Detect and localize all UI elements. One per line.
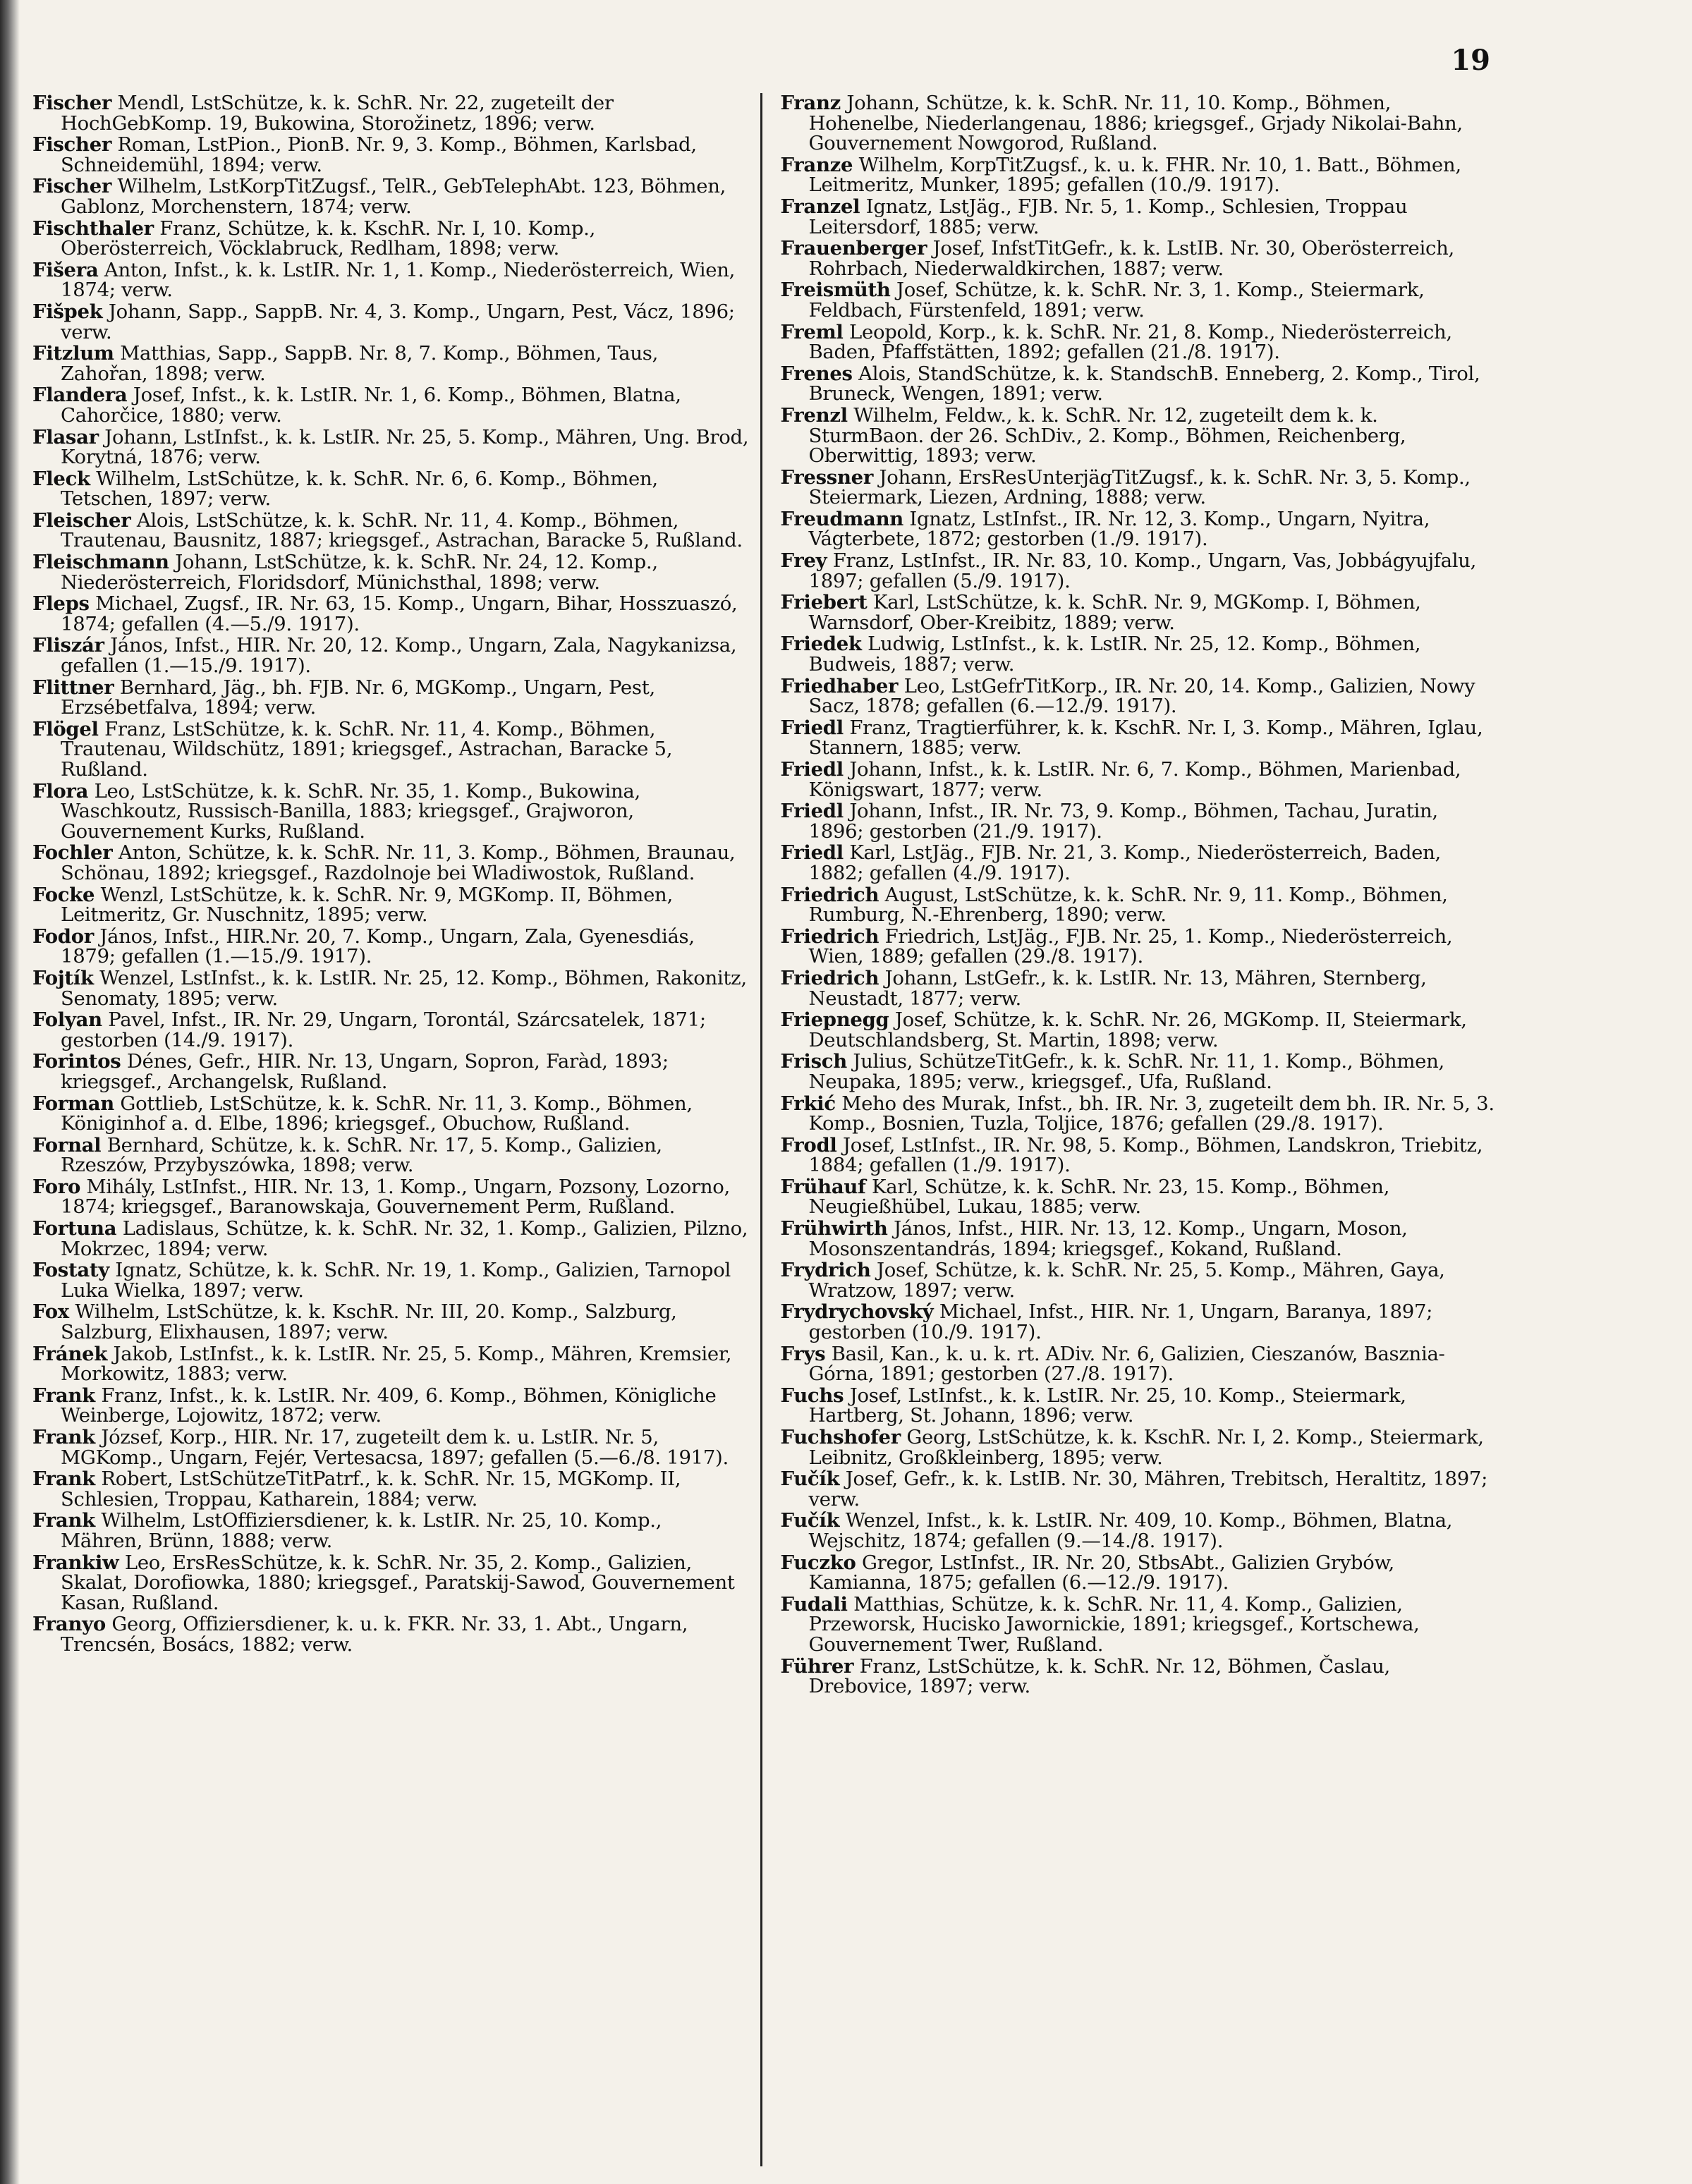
list-item (32, 635, 749, 676)
entry-details: Leo, LstGefrTitKorp., IR. Nr. 20, 14. Komp., Galizien, Nowy Sacz, 1878; gefallen (6.—12./9. 1917). (808, 674, 1475, 718)
entry-surname: Franzel (780, 195, 860, 218)
list-item (32, 719, 749, 780)
list-item (781, 1010, 1497, 1050)
list-item (781, 322, 1497, 362)
entry-details: Johann, Sapp., SappB. Nr. 4, 3. Komp., Ungarn, Pest, Vácz, 1896; verw. (61, 300, 735, 343)
entry-surname: Friedl (780, 800, 844, 823)
entry-details: Wilhelm, LstSchütze, k. k. SchR. Nr. 6, 6. Komp., Böhmen, Tetschen, 1897; verw. (61, 467, 658, 511)
entry-details: Michael, Zugsf., IR. Nr. 63, 15. Komp., Ungarn, Bihar, Hosszuaszó, 1874; gefallen (4.—5./9. 1917). (61, 592, 738, 635)
entry-surname: Friedl (780, 716, 844, 739)
list-item (32, 843, 749, 883)
entry-surname: Fučík (780, 1509, 840, 1532)
entry-columns (24, 93, 1505, 2166)
list-item (32, 1094, 749, 1134)
list-item (32, 1051, 749, 1092)
entry-surname: Friedrich (780, 966, 880, 989)
entry-surname: Friedrich (780, 883, 880, 906)
entry-surname: Freismüth (780, 279, 891, 302)
list-item (781, 676, 1497, 716)
entry-surname: Fischthaler (32, 216, 154, 240)
list-item (781, 238, 1497, 279)
entry-details: Josef, Gefr., k. k. LstIB. Nr. 30, Mähren, Trebitsch, Heraltitz, 1897; verw. (808, 1468, 1488, 1511)
list-item (32, 469, 749, 509)
list-item (781, 509, 1497, 549)
entry-surname: Fleischmann (32, 551, 169, 574)
list-item (781, 280, 1497, 320)
list-item (781, 1469, 1497, 1509)
list-item (781, 405, 1497, 466)
entry-details: Gottlieb, LstSchütze, k. k. SchR. Nr. 11, 3. Komp., Böhmen, Königinhof a. d. Elbe, 1896; kriegsgef., Obuchow, Rußland. (61, 1092, 693, 1135)
list-item (781, 885, 1497, 925)
entry-details: Ignatz, LstJäg., FJB. Nr. 5, 1. Komp., Schlesien, Troppau Leitersdorf, 1885; verw. (808, 195, 1408, 238)
list-item (32, 1614, 749, 1654)
entry-surname: Frank (32, 1384, 95, 1407)
entry-surname: Friedhaber (780, 674, 899, 697)
entry-surname: Frydrychovský (780, 1300, 934, 1324)
list-item (781, 1177, 1497, 1217)
list-item (781, 592, 1497, 633)
entry-surname: Frauenberger (780, 237, 927, 260)
entry-surname: Fránek (32, 1342, 108, 1365)
page-number: 19 (1451, 44, 1490, 77)
entry-surname: Friepnegg (780, 1008, 889, 1032)
entry-details: Karl, Schütze, k. k. SchR. Nr. 23, 15. Komp., Böhmen, Neugießhübel, Lukau, 1885; verw. (808, 1175, 1390, 1219)
list-item (32, 1511, 749, 1551)
entry-surname: Flittner (32, 676, 114, 699)
entry-details: Ludwig, LstInfst., k. k. LstIR. Nr. 25, 12. Komp., Böhmen, Budweis, 1887; verw. (808, 633, 1421, 676)
entry-surname: Fitzlum (32, 342, 114, 365)
entry-surname: Fochler (32, 841, 113, 865)
list-item (32, 927, 749, 967)
list-item (32, 1260, 749, 1300)
list-item (781, 1344, 1497, 1384)
list-item (781, 1594, 1497, 1655)
entry-surname: Frey (780, 549, 827, 573)
entry-surname: Franz (780, 93, 841, 114)
entry-details: Johann, Infst., k. k. LstIR. Nr. 6, 7. Komp., Böhmen, Marienbad, Königswart, 1877; verw. (808, 758, 1461, 801)
entry-details: Franz, LstSchütze, k. k. SchR. Nr. 11, 4. Komp., Böhmen, Trautenau, Wildschütz, 1891; kriegsgef., Astrachan, Baracke 5, Rußland. (61, 717, 673, 781)
list-item (32, 1469, 749, 1509)
list-item (32, 1010, 749, 1050)
list-item (32, 216, 749, 260)
entry-details: Wilhelm, KorpTitZugsf., k. u. k. FHR. Nr. 10, 1. Batt., Böhmen, Leitmeritz, Munker, 1895; gefallen (10./9. 1917). (808, 153, 1461, 197)
entry-surname: Führer (780, 1654, 854, 1678)
entry-details: Wenzel, LstInfst., k. k. LstIR. Nr. 25, 12. Komp., Böhmen, Rakonitz, Senomaty, 1895; verw. (61, 966, 747, 1010)
list-item (780, 1654, 1497, 1698)
list-item (781, 1427, 1497, 1468)
entry-surname: Franyo (32, 1613, 106, 1636)
entry-details: Jakob, LstInfst., k. k. LstIR. Nr. 25, 5. Komp., Mähren, Kremsier, Morkowitz, 1883; verw. (61, 1342, 732, 1386)
entry-details: Mendl, LstSchütze, k. k. SchR. Nr. 22, zugeteilt der HochGebKomp. 19, Bukowina, Storožinetz, 1896; verw. (61, 93, 614, 135)
entry-surname: Fornal (32, 1133, 102, 1157)
entry-details: János, Infst., HIR.Nr. 20, 7. Komp., Ungarn, Zala, Gyenesdiás, 1879; gefallen (1.—15./9. 1917). (61, 925, 695, 968)
entry-details: Josef, LstInfst., IR. Nr. 98, 5. Komp., Böhmen, Landskron, Triebitz, 1884; gefallen (1./9. 1917). (808, 1133, 1483, 1177)
list-item (32, 1219, 749, 1259)
entry-surname: Fox (32, 1300, 69, 1324)
entry-surname: Frühauf (780, 1175, 866, 1198)
entry-surname: Fressner (780, 465, 874, 489)
entry-details: Johann, Infst., IR. Nr. 73, 9. Komp., Böhmen, Tachau, Juratin, 1896; gestorben (21./9. 1917). (808, 800, 1438, 843)
list-item (32, 135, 749, 175)
entry-surname: Fleischer (32, 508, 131, 532)
right-column (762, 93, 1506, 2166)
entry-surname: Flögel (32, 717, 99, 740)
entry-details: Basil, Kan., k. u. k. rt. ADiv. Nr. 6, Galizien, Cieszanów, Basznia-Górna, 1891; gestorben (27./8. 1917). (808, 1342, 1445, 1386)
entry-surname: Fischer (32, 175, 112, 198)
list-item (32, 678, 749, 718)
entry-details: Julius, SchützeTitGefr., k. k. SchR. Nr. 11, 1. Komp., Böhmen, Neupaka, 1895; verw., kriegsgef., Ufa, Rußland. (808, 1050, 1444, 1093)
entry-surname: Flandera (32, 384, 128, 407)
entry-details: Mihály, LstInfst., HIR. Nr. 13, 1. Komp., Ungarn, Pozsony, Lozorno, 1874; kriegsgef., Baranowskaja, Gouvernement Perm, Rußland. (61, 1175, 730, 1219)
entry-details: Ignatz, Schütze, k. k. SchR. Nr. 19, 1. Komp., Galizien, Tarnopol Luka Wielka, 1897; verw. (61, 1259, 731, 1302)
entry-details: János, Infst., HIR. Nr. 13, 12. Komp., Ungarn, Moson, Mosonszentandrás, 1894; kriegsgef., Kokand, Rußland. (808, 1217, 1408, 1260)
list-item (32, 1427, 749, 1468)
list-item (32, 385, 749, 425)
list-item (781, 155, 1497, 195)
list-item (32, 1177, 749, 1217)
entry-details: Josef, Infst., k. k. LstIR. Nr. 1, 6. Komp., Böhmen, Blatna, Cahorčice, 1880; verw. (61, 384, 681, 427)
entry-details: Josef, LstInfst., k. k. LstIR. Nr. 25, 10. Komp., Steiermark, Hartberg, St. Johann, 1896; verw. (808, 1384, 1406, 1427)
entry-surname: Fischer (32, 93, 112, 114)
entry-details: Alois, LstSchütze, k. k. SchR. Nr. 11, 4. Komp., Böhmen, Trautenau, Bausnitz, 1887; kriegsgef., Astrachan, Baracke 5, Rußland. (61, 508, 743, 552)
entry-details: Anton, Schütze, k. k. SchR. Nr. 11, 3. Komp., Böhmen, Braunau, Schönau, 1892; kriegsgef., Razdolnoje bei Wladiwostok, Rußland. (61, 841, 736, 884)
entry-details: August, LstSchütze, k. k. SchR. Nr. 9, 11. Komp., Böhmen, Rumburg, N.-Ehrenberg, 1890; verw. (808, 883, 1448, 927)
list-item (32, 93, 749, 133)
list-item (32, 343, 749, 384)
list-item (32, 885, 749, 925)
left-column (24, 93, 762, 2166)
list-item (32, 552, 749, 592)
entry-surname: Frenzl (780, 403, 848, 427)
list-item (781, 718, 1497, 758)
list-item (781, 1386, 1497, 1426)
list-item (32, 1344, 749, 1384)
entry-surname: Folyan (32, 1008, 102, 1032)
entry-surname: Fleck (32, 467, 90, 490)
entry-details: Josef, Schütze, k. k. SchR. Nr. 25, 5. Komp., Mähren, Gaya, Wratzow, 1897; verw. (808, 1259, 1445, 1302)
entry-details: Leo, ErsResSchütze, k. k. SchR. Nr. 35, 2. Komp., Galizien, Skalat, Dorofiowka, 1880; kriegsgef., Paratskij-Sawod, Gouvernement Kasan, Rußland. (61, 1551, 735, 1614)
entry-surname: Frenes (780, 362, 853, 385)
entry-details: Franz, Tragtierführer, k. k. KschR. Nr. I, 3. Komp., Mähren, Iglau, Stannern, 1885; verw. (808, 716, 1483, 759)
entry-surname: Foro (32, 1175, 80, 1198)
list-item (781, 1553, 1497, 1593)
entry-surname: Frisch (780, 1050, 847, 1073)
list-item (32, 968, 749, 1008)
entry-surname: Fostaty (32, 1259, 109, 1282)
entry-details: Meho des Murak, Infst., bh. IR. Nr. 3, zugeteilt dem bh. IR. Nr. 5, 3. Komp., Bosnien, Tuzla, Toljice, 1876; gefallen (29./8. 1917). (808, 1092, 1495, 1135)
entry-details: Matthias, Schütze, k. k. SchR. Nr. 11, 4. Komp., Galizien, Przeworsk, Hucisko Jawornickie, 1891; kriegsgef., Kortschewa, Gouvernement Twer, Rußland. (808, 1592, 1420, 1656)
list-item (32, 1302, 749, 1342)
entry-details: Bernhard, Schütze, k. k. SchR. Nr. 17, 5. Komp., Galizien, Rzeszów, Przybyszówka, 1898; verw. (61, 1133, 662, 1177)
entry-surname: Fliszár (32, 634, 104, 657)
entry-surname: Friebert (780, 591, 868, 614)
entry-details: Wilhelm, LstKorpTitZugsf., TelR., GebTelephAbt. 123, Böhmen, Gablonz, Morchenstern, 1874; verw. (61, 175, 726, 218)
list-item (32, 594, 749, 634)
entry-surname: Frydrich (780, 1259, 871, 1282)
list-item (781, 927, 1497, 967)
entry-surname: Friedrich (780, 925, 880, 948)
entry-details: Johann, LstGefr., k. k. LstIR. Nr. 13, Mähren, Sternberg, Neustadt, 1877; verw. (808, 966, 1427, 1010)
entry-details: Franz, LstSchütze, k. k. SchR. Nr. 12, Böhmen, Časlau, Drebovice, 1897; verw. (808, 1654, 1390, 1698)
entry-surname: Frank (32, 1468, 95, 1491)
entry-details: Johann, ErsResUnterjägTitZugsf., k. k. SchR. Nr. 3, 5. Komp., Steiermark, Liezen, Ardning, 1888; verw. (808, 465, 1471, 509)
list-item (781, 1302, 1497, 1342)
entry-surname: Frkić (780, 1092, 836, 1115)
entry-surname: Fuchshofer (780, 1426, 901, 1448)
entry-details: Wilhelm, LstSchütze, k. k. KschR. Nr. III, 20. Komp., Salzburg, Salzburg, Elixhausen, 1897; verw. (61, 1300, 677, 1344)
list-item (781, 364, 1497, 404)
entry-details: Matthias, Sapp., SappB. Nr. 8, 7. Komp., Böhmen, Taus, Zahořan, 1898; verw. (61, 342, 659, 385)
entry-details: Franz, Schütze, k. k. KschR. Nr. I, 10. Komp., Oberösterreich, Vöcklabruck, Redlham, 1898; verw. (61, 216, 596, 260)
entry-details: Roman, LstPion., PionB. Nr. 9, 3. Komp., Böhmen, Karlsbad, Schneidemühl, 1894; verw. (61, 133, 697, 176)
list-item (781, 551, 1497, 591)
entry-details: Pavel, Infst., IR. Nr. 29, Ungarn, Torontál, Szárcsatelek, 1871; gestorben (14./9. 1917). (61, 1008, 706, 1051)
entry-details: Gregor, LstInfst., IR. Nr. 20, StbsAbt., Galizien Grybów, Kamianna, 1875; gefallen (6.—12./9. 1917). (808, 1551, 1394, 1594)
list-item (781, 197, 1497, 237)
entry-details: Friedrich, LstJäg., FJB. Nr. 25, 1. Komp., Niederösterreich, Wien, 1889; gefallen (29./8. 1917). (808, 925, 1453, 968)
entry-surname: Forman (32, 1092, 114, 1115)
list-item (32, 508, 749, 552)
entry-surname: Fudali (780, 1592, 848, 1616)
entry-surname: Freudmann (780, 507, 903, 530)
entry-details: József, Korp., HIR. Nr. 17, zugeteilt dem k. u. LstIR. Nr. 5, MGKomp., Ungarn, Fejér, Vertesacsa, 1897; gefallen (5.—6./8. 1917). (61, 1426, 729, 1469)
entry-surname: Fortuna (32, 1217, 117, 1240)
entry-surname: Friedl (780, 841, 844, 865)
entry-details: Georg, Offiziersdiener, k. u. k. FKR. Nr. 33, 1. Abt., Ungarn, Trencsén, Bosács, 1882; verw. (61, 1613, 688, 1656)
entry-details: Josef, Schütze, k. k. SchR. Nr. 3, 1. Komp., Steiermark, Feldbach, Fürstenfeld, 1891; verw. (808, 279, 1425, 322)
list-item (32, 1135, 749, 1176)
entry-surname: Frank (32, 1509, 95, 1532)
entry-details: Wenzl, LstSchütze, k. k. SchR. Nr. 9, MGKomp. II, Böhmen, Leitmeritz, Gr. Nuschnitz, 1895; verw. (61, 883, 673, 927)
entry-details: Wilhelm, LstOffiziersdiener, k. k. LstIR. Nr. 25, 10. Komp., Mähren, Brünn, 1888; verw. (61, 1509, 662, 1552)
entry-details: Georg, LstSchütze, k. k. KschR. Nr. I, 2. Komp., Steiermark, Leibnitz, Großkleinberg, 1895; verw. (808, 1426, 1484, 1469)
list-item (781, 634, 1497, 674)
list-item (781, 1219, 1497, 1259)
entry-details: Johann, LstInfst., k. k. LstIR. Nr. 25, 5. Komp., Mähren, Ung. Brod, Korytná, 1876; verw. (61, 425, 749, 469)
entry-details: Wenzel, Infst., k. k. LstIR. Nr. 409, 10. Komp., Böhmen, Blatna, Wejschitz, 1874; gefallen (9.—14./8. 1917). (808, 1509, 1453, 1552)
entry-details: Karl, LstJäg., FJB. Nr. 21, 3. Komp., Niederösterreich, Baden, 1882; gefallen (4./9. 1917). (808, 841, 1441, 884)
entry-surname: Freml (780, 320, 844, 343)
list-item (781, 759, 1497, 800)
entry-surname: Focke (32, 883, 95, 906)
entry-surname: Frühwirth (780, 1217, 888, 1240)
entry-surname: Flora (32, 779, 89, 803)
entry-surname: Fleps (32, 592, 90, 616)
list-item (781, 1511, 1497, 1551)
list-item (781, 1260, 1497, 1300)
entry-details: Dénes, Gefr., HIR. Nr. 13, Ungarn, Sopron, Faràd, 1893; kriegsgef., Archangelsk, Rußland. (61, 1050, 669, 1093)
entry-details: Johann, Schütze, k. k. SchR. Nr. 11, 10. Komp., Böhmen, Hohenelbe, Niederlangenau, 1886; kriegsgef., Grjady Nikolai-Bahn, Gouvernement Nowgorod, Rußland. (808, 93, 1463, 155)
entry-surname: Forintos (32, 1050, 121, 1073)
list-item (781, 843, 1497, 883)
entry-surname: Frankiw (32, 1551, 119, 1574)
list-item (32, 427, 749, 468)
list-item (32, 781, 749, 842)
list-item (32, 260, 749, 300)
entry-details: Anton, Infst., k. k. LstIR. Nr. 1, 1. Komp., Niederösterreich, Wien, 1874; verw. (61, 258, 736, 302)
entry-details: János, Infst., HIR. Nr. 20, 12. Komp., Ungarn, Zala, Nagykanizsa, gefallen (1.—15./9. 1917). (61, 634, 737, 678)
entry-surname: Fuchs (780, 1384, 844, 1407)
list-item (780, 465, 1497, 509)
entry-details: Franz, Infst., k. k. LstIR. Nr. 409, 6. Komp., Böhmen, Königliche Weinberge, Lojowitz, 1872; verw. (61, 1384, 717, 1427)
list-item (32, 302, 749, 342)
entry-details: Karl, LstSchütze, k. k. SchR. Nr. 9, MGKomp. I, Böhmen, Warnsdorf, Ober-Kreibitz, 1889; verw. (808, 591, 1421, 634)
list-item (32, 176, 749, 216)
entry-details: Leo, LstSchütze, k. k. SchR. Nr. 35, 1. Komp., Bukowina, Waschkoutz, Russisch-Banilla, 1883; kriegsgef., Grajworon, Gouvernement Kurks, Rußland. (61, 779, 640, 843)
entry-surname: Fischer (32, 133, 112, 157)
entry-surname: Friedek (780, 633, 862, 656)
binding-shadow (0, 0, 20, 2184)
entry-surname: Fišpek (32, 300, 103, 323)
entry-surname: Fišera (32, 258, 99, 281)
entry-surname: Fuczko (780, 1551, 856, 1574)
list-item (32, 1386, 749, 1426)
entry-details: Josef, Schütze, k. k. SchR. Nr. 26, MGKomp. II, Steiermark, Deutschlandsberg, St. Martin, 1898; verw. (808, 1008, 1467, 1051)
entry-surname: Fojtík (32, 966, 94, 989)
entry-surname: Fodor (32, 925, 94, 948)
entry-details: Robert, LstSchützeTitPatrf., k. k. SchR. Nr. 15, MGKomp. II, Schlesien, Troppau, Katharein, 1884; verw. (61, 1468, 681, 1511)
entry-details: Alois, StandSchütze, k. k. StandschB. Enneberg, 2. Komp., Tirol, Bruneck, Wengen, 1891; verw. (808, 362, 1480, 405)
entry-details: Ignatz, LstInfst., IR. Nr. 12, 3. Komp., Ungarn, Nyitra, Vágterbete, 1872; gestorben (1./9. 1917). (808, 507, 1430, 551)
list-item (781, 1051, 1497, 1092)
entry-surname: Frys (780, 1342, 826, 1365)
list-item (32, 1553, 749, 1613)
list-item (781, 93, 1497, 154)
entry-surname: Friedl (780, 758, 844, 781)
entry-details: Bernhard, Jäg., bh. FJB. Nr. 6, MGKomp., Ungarn, Pest, Erzsébetfalva, 1894; verw. (61, 676, 655, 719)
entry-surname: Frank (32, 1426, 95, 1448)
entry-details: Franz, LstInfst., IR. Nr. 83, 10. Komp., Ungarn, Vas, Jobbágyujfalu, 1897; gefallen (5./9. 1917). (808, 549, 1477, 592)
entry-details: Ladislaus, Schütze, k. k. SchR. Nr. 32, 1. Komp., Galizien, Pilzno, Mokrzec, 1894; verw. (61, 1217, 748, 1260)
entry-details: Josef, InfstTitGefr., k. k. LstIB. Nr. 30, Oberösterreich, Rohrbach, Niederwaldkirchen, 1887; verw. (808, 237, 1454, 280)
entry-surname: Fučík (780, 1468, 840, 1491)
entry-details: Wilhelm, Feldw., k. k. SchR. Nr. 12, zugeteilt dem k. k. SturmBaon. der 26. SchDiv., 2. Komp., Böhmen, Reichenberg, Oberwittig, 1893; verw. (808, 403, 1406, 468)
entry-details: Michael, Infst., HIR. Nr. 1, Ungarn, Baranya, 1897; gestorben (10./9. 1917). (808, 1300, 1433, 1344)
list-item (781, 1135, 1497, 1176)
entry-surname: Franze (780, 153, 853, 176)
entry-surname: Frodl (780, 1133, 837, 1157)
list-item (781, 968, 1497, 1008)
entry-surname: Flasar (32, 425, 99, 449)
entry-details: Leopold, Korp., k. k. SchR. Nr. 21, 8. Komp., Niederösterreich, Baden, Pfaffstätten, 1892; gefallen (21./8. 1917). (808, 320, 1452, 364)
list-item (781, 801, 1497, 841)
list-item (781, 1094, 1497, 1134)
entry-details: Johann, LstSchütze, k. k. SchR. Nr. 24, 12. Komp., Niederösterreich, Floridsdorf, Münichsthal, 1898; verw. (61, 551, 658, 594)
